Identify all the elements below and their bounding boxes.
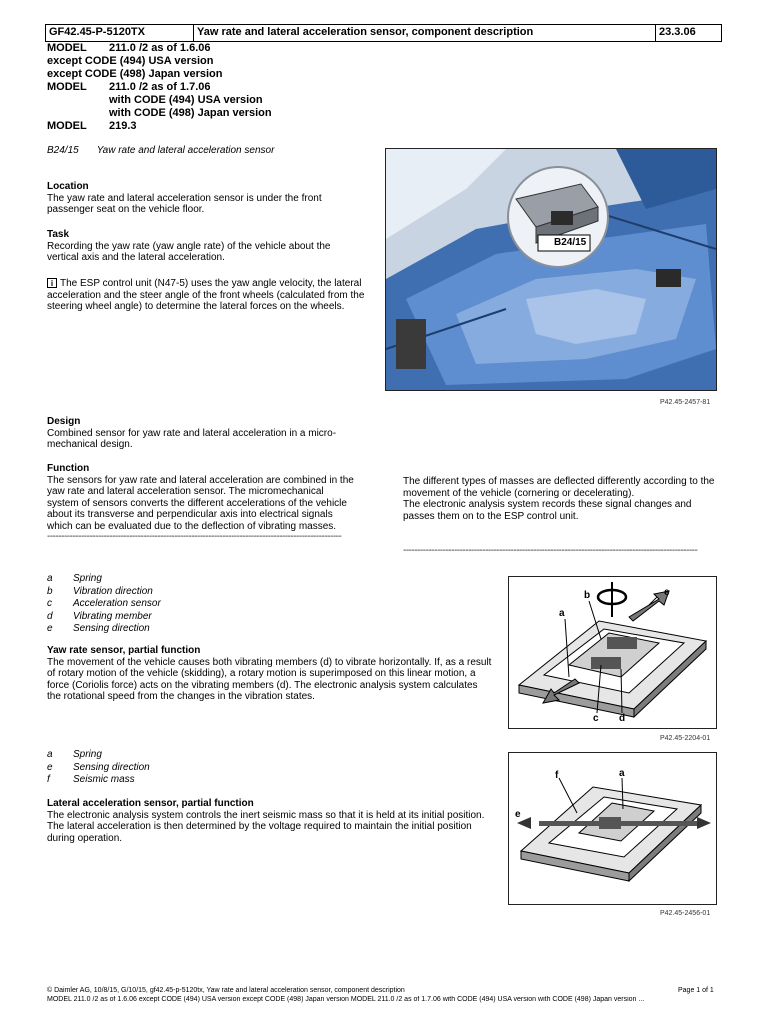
legend-item: e Sensing direction bbox=[47, 623, 150, 634]
function-text-right-2: The electronic analysis system records these signal changes and passes them on to the ESP control unit. bbox=[403, 499, 692, 522]
task-note-text: The ESP control unit (N47-5) uses the yaw angle velocity, the lateral acceleration and the steer angle of the front wheels (calculated from the steering wheel angle) to determine the lateral forces on the wheels. bbox=[47, 278, 365, 312]
doc-header bbox=[45, 24, 722, 42]
legend-item: a Spring bbox=[47, 573, 102, 584]
task-text: Recording the yaw rate (yaw angle rate) of the vehicle about the vertical axis and the lateral acceleration. bbox=[47, 240, 331, 263]
lateral-sensor-figure bbox=[508, 752, 717, 905]
model-block bbox=[47, 42, 272, 133]
footer-line-1: © Daimler AG, 10/8/15, G/10/15, gf42.45-p-5120tx, Yaw rate and lateral acceleration sensor, component description bbox=[47, 987, 405, 994]
info-icon: i bbox=[47, 278, 57, 288]
legend-item: f Seismic mass bbox=[47, 774, 135, 785]
doc-date: 23.3.06 bbox=[659, 26, 696, 38]
yaw-sensor-diagram bbox=[509, 577, 716, 728]
model-line: MODEL 211.0 /2 as of 1.7.06 bbox=[47, 81, 211, 93]
model-line: with CODE (498) Japan version bbox=[109, 107, 272, 119]
vehicle-floor-illustration bbox=[386, 149, 716, 390]
function-right bbox=[403, 476, 715, 522]
design-text: Combined sensor for yaw rate and lateral acceleration in a micro-mechanical design. bbox=[47, 427, 337, 450]
function-heading: Function bbox=[47, 463, 90, 474]
legend-item: a Spring bbox=[47, 749, 102, 760]
lateral-text: The electronic analysis system controls the inert seismic mass so that it is held at its initial position. The lateral acceleration is then determined by the voltage required to maintain the initial position during operation. bbox=[47, 809, 485, 844]
location-text: The yaw rate and lateral acceleration sensor is under the front passenger seat on the vehicle floor. bbox=[47, 192, 322, 215]
legend-item: e Sensing direction bbox=[47, 761, 150, 773]
figure1-label: B24/15 bbox=[554, 237, 587, 248]
yaw-section bbox=[47, 645, 492, 703]
fig3-label-a: a bbox=[619, 768, 625, 779]
model-line: MODEL 219.3 bbox=[47, 120, 137, 132]
design-section bbox=[47, 416, 357, 451]
location-heading: Location bbox=[47, 181, 89, 192]
component-label: B24/15 Yaw rate and lateral acceleration sensor bbox=[47, 145, 275, 156]
model-line: MODEL 211.0 /2 as of 1.6.06 bbox=[47, 42, 211, 54]
fig3-label-e: e bbox=[515, 809, 521, 820]
legend-1 bbox=[47, 573, 161, 636]
function-text-right-1: The different types of masses are deflected differently according to the movement of the vehicle (cornering or decelerating). bbox=[403, 476, 715, 499]
doc-id: GF42.45-P-5120TX bbox=[46, 25, 194, 41]
fig2-label-e: e bbox=[664, 587, 670, 598]
legend-item: b Vibration direction bbox=[47, 585, 153, 597]
task-section bbox=[47, 229, 347, 264]
fig2-label-d: d bbox=[619, 713, 626, 724]
design-heading: Design bbox=[47, 416, 81, 427]
lateral-sensor-diagram bbox=[509, 753, 716, 904]
lateral-section bbox=[47, 798, 492, 844]
yaw-text: The movement of the vehicle causes both vibrating members (d) to vibrate horizontally. If, as a result of rotary motion of the vehicle (skidding), a rotary motion is superimposed on this linear motion, a force (Coriolis force) acts on the vibrating members (d). The electronic analysis system calculates the rotational speed from the changes in the vibration states. bbox=[47, 656, 492, 702]
model-line: with CODE (494) USA version bbox=[109, 94, 263, 106]
separator-right: -------------------------------------------------------------------------------------------------------- bbox=[403, 545, 698, 556]
function-text-left: The sensors for yaw rate and lateral acceleration are combined in the yaw rate and lateral acceleration sensor. The micromechanical system of sensors converts the different accelerations of the vehicle about its transverse and perpendicular axis into electrical signals which can be evaluated due to the deflection of vibrating masses. bbox=[47, 474, 354, 532]
fig2-label-c: c bbox=[593, 713, 599, 724]
model-line: except CODE (494) USA version bbox=[47, 55, 214, 67]
lateral-heading: Lateral acceleration sensor, partial function bbox=[47, 798, 254, 809]
figure3-caption: P42.45-2456-01 bbox=[660, 910, 711, 917]
footer-line-2: MODEL 211.0 /2 as of 1.6.06 except CODE (494) USA version except CODE (498) Japan version MODEL 211.0 /2 as of 1.7.06 with CODE (494) USA version with CODE (498) Japan version ... bbox=[47, 996, 645, 1003]
legend-item: d Vibrating member bbox=[47, 610, 152, 622]
doc-title: Yaw rate and lateral acceleration sensor, component description bbox=[194, 25, 656, 41]
legend-item: c Acceleration sensor bbox=[47, 598, 161, 609]
figure2-caption: P42.45-2204-01 bbox=[660, 735, 711, 742]
fig2-label-b: b bbox=[584, 590, 591, 601]
location-section bbox=[47, 181, 347, 216]
separator-left: -------------------------------------------------------------------------------------------------------- bbox=[47, 531, 342, 542]
function-section bbox=[47, 463, 357, 532]
vehicle-floor-figure bbox=[385, 148, 717, 391]
task-heading: Task bbox=[47, 229, 70, 240]
footer-page: Page 1 of 1 bbox=[678, 987, 714, 994]
fig2-label-a: a bbox=[559, 608, 565, 619]
yaw-heading: Yaw rate sensor, partial function bbox=[47, 645, 201, 656]
legend-2 bbox=[47, 749, 150, 787]
model-line: except CODE (498) Japan version bbox=[47, 68, 223, 80]
figure1-caption: P42.45-2457-81 bbox=[660, 399, 711, 406]
fig3-label-f: f bbox=[555, 770, 559, 781]
yaw-sensor-figure bbox=[508, 576, 717, 729]
task-note bbox=[47, 278, 372, 313]
